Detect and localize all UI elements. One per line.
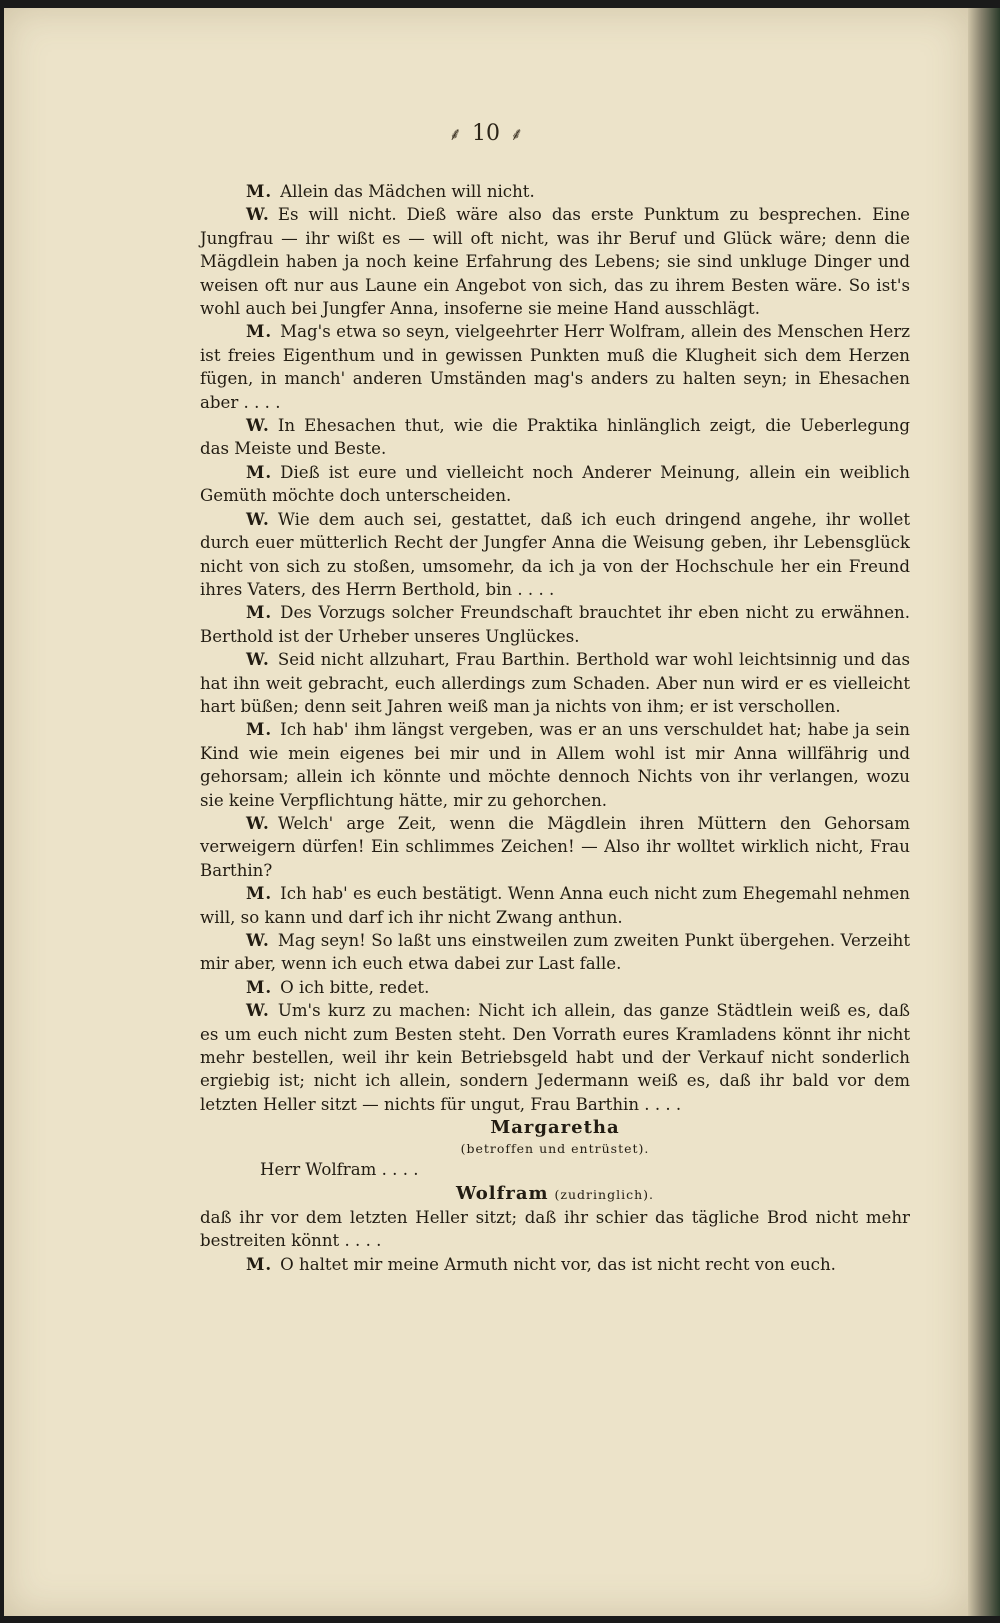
dialogue-line: [200, 929, 910, 976]
speaker-label: W.: [246, 649, 270, 670]
book-spine-edge: [968, 8, 1000, 1616]
speaker-label: W.: [246, 930, 270, 950]
dialogue-line: [200, 1253, 910, 1276]
character-name: Wolfram: [456, 1182, 549, 1204]
dialogue-line: [200, 180, 910, 203]
stage-note: (zudringlich).: [554, 1186, 654, 1202]
stage-direction-margaretha: [200, 1116, 910, 1158]
line-text: Es will nicht. Dieß wäre also das erste Punktum zu besprechen. Eine Jungfrau — ihr wißt es — will oft nicht, was ihr Beruf und Glück wäre; denn die Mägdlein haben ja noch keine Erfahrung des Lebens; sie sind unkluge Dinger und weisen oft nur aus Laune ein Angebot von sich, das zu ihrem Besten wäre. So ist's wohl auch bei Jungfer Anna, insoferne sie meine Hand ausschlägt.: [200, 205, 910, 319]
speaker-label: W.: [246, 508, 270, 529]
dialogue-line: [200, 320, 910, 414]
speaker-label: M.: [246, 321, 273, 342]
line-text: O haltet mir meine Armuth nicht vor, das ist nicht recht von euch.: [280, 1254, 836, 1274]
line-text: Des Vorzugs solcher Freundschaft brauchtet ihr eben nicht zu erwähnen. Berthold ist der Urheber unseres Unglückes.: [200, 603, 910, 646]
speaker-label: M.: [246, 181, 273, 201]
book-page: [4, 8, 968, 1616]
dialogue-line: [200, 812, 910, 882]
dialogue-line: [200, 882, 910, 929]
speaker-label: W.: [246, 1000, 270, 1021]
dialogue-line: [200, 718, 910, 812]
line-text: Um's kurz zu machen: Nicht ich allein, das ganze Städtlein weiß es, daß es um euch nicht zum Besten steht. Den Vorrath eures Kramladens könnt ihr nicht mehr bestellen, weil ihr kein Betriebsgeld habt und der Verkauf nicht sonderlich ergiebig ist; nicht ich allein, sondern Jedermann weiß es, daß ihr bald vor dem letzten Heller sitzt — nichts für ungut, Frau Barthin . . . .: [200, 1001, 910, 1114]
line-text: Mag's etwa so seyn, vielgeehrter Herr Wolfram, allein des Menschen Herz ist freies Eigenthum und in gewissen Punkten muß die Klugheit sich dem Herzen fügen, in manch' anderen Umständen mag's anders zu halten seyn; in Ehesachen aber . . . .: [200, 322, 910, 412]
dialogue-line: [200, 414, 910, 461]
dialogue-line: Herr Wolfram . . . .: [260, 1160, 419, 1180]
speaker-label: M.: [246, 602, 273, 623]
line-text: Mag seyn! So laßt uns einstweilen zum zweiten Punkt übergehen. Verzeiht mir aber, wenn ich euch etwa dabei zur Last falle.: [200, 931, 910, 974]
stage-direction-wolfram: [200, 1182, 910, 1206]
speaker-label: M.: [246, 976, 273, 997]
dialogue-line: [200, 648, 910, 718]
dialogue-line: [200, 203, 910, 320]
speaker-label: M.: [246, 461, 273, 482]
line-text: Ich hab' ihm längst vergeben, was er an uns verschuldet hat; habe ja sein Kind wie mein eigenes bei mir und in Allem wohl ist mir Anna willfährig und gehorsam; allein ich könnte und möchte dennoch Nichts von ihr verlangen, wozu sie keine Verpflichtung hätte, mir zu gehorchen.: [200, 720, 910, 810]
line-text: Welch' arge Zeit, wenn die Mägdlein ihren Müttern den Gehorsam verweigern dürfen! Ein schlimmes Zeichen! — Also ihr wolltet wirklich nicht, Frau Barthin?: [200, 813, 910, 880]
dialogue-text: [200, 180, 910, 1276]
speaker-label: W.: [246, 204, 270, 225]
speaker-label: M.: [246, 1253, 273, 1274]
dialogue-line: [200, 976, 910, 999]
dialogue-line: [200, 601, 910, 648]
speaker-label: M.: [246, 883, 273, 904]
stage-note: (betroffen und entrüstet).: [460, 1141, 650, 1157]
character-name: Margaretha: [490, 1117, 620, 1139]
speaker-label: M.: [246, 719, 273, 740]
dialogue-line: daß ihr vor dem letzten Heller sitzt; daß ihr schier das tägliche Brod nicht mehr bestreiten könnt . . . .: [200, 1208, 910, 1251]
line-text: Ich hab' es euch bestätigt. Wenn Anna euch nicht zum Ehegemahl nehmen will, so kann und darf ich ihr nicht Zwang anthun.: [200, 884, 910, 927]
dialogue-line: [200, 461, 910, 508]
page-number: 10: [472, 121, 500, 146]
speaker-label: W.: [246, 812, 270, 833]
line-text: In Ehesachen thut, wie die Praktika hinlänglich zeigt, die Ueberlegung das Meiste und Beste.: [200, 416, 910, 459]
dialogue-line: [200, 508, 910, 602]
ornament-left: ⸙: [448, 124, 462, 145]
dialogue-line: [200, 999, 910, 1116]
line-text: Wie dem auch sei, gestattet, daß ich euch dringend angehe, ihr wollet durch euer mütterlich Recht der Jungfer Anna die Weisung geben, ihr Lebensglück nicht von sich zu stoßen, umsomehr, da ich ja von der Hochschule her ein Freund ihres Vaters, des Herrn Berthold, bin . . . .: [200, 509, 910, 599]
speaker-label: W.: [246, 415, 270, 436]
ornament-right: ⸙: [510, 124, 524, 145]
line-text: Allein das Mädchen will nicht.: [280, 182, 535, 201]
line-text: Dieß ist eure und vielleicht noch Anderer Meinung, allein ein weiblich Gemüth möchte doch unterscheiden.: [200, 462, 910, 506]
line-text: Seid nicht allzuhart, Frau Barthin. Berthold war wohl leichtsinnig und das hat ihn weit gebracht, euch allerdings zum Schaden. Aber nun wird er es vielleicht hart büßen; denn seit Jahren weiß man ja nichts von ihm; er ist verschollen.: [200, 650, 910, 716]
line-text: O ich bitte, redet.: [280, 977, 430, 997]
page-header: [4, 121, 968, 146]
